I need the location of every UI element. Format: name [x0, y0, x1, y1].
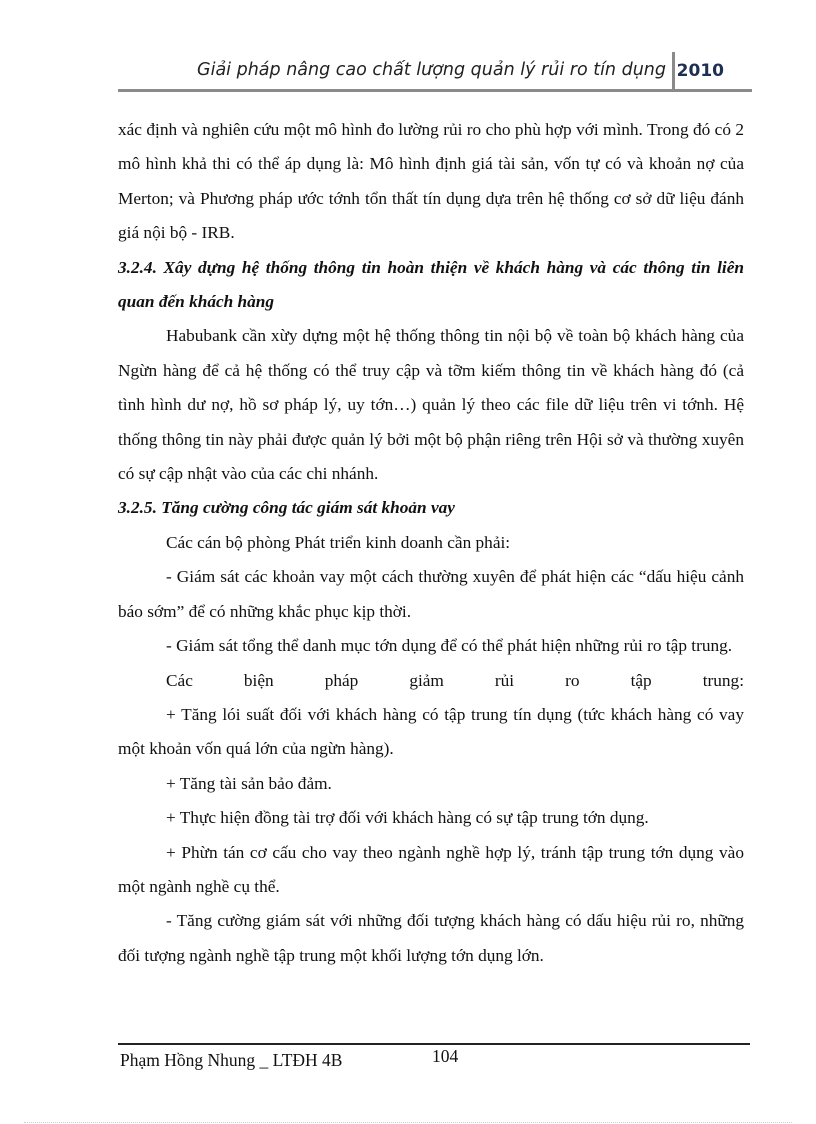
footer-rule [118, 1043, 750, 1045]
bullet-monitor-portfolio: - Giám sát tổng thể danh mục tớn dụng để có thể phát hiện những rủi ro tập trung. [166, 636, 733, 656]
page-header [118, 52, 752, 88]
paragraph-merton: xác định và nghiên cứu một mô hình đo lường rủi ro cho phù hợp với mình. Trong đó có 2 mô hình khả thi có thể áp dụng là: Mô hình định giá tài sản, vốn tự có và khoản nợ của Merton; và Phương pháp ước tớnh tổn thất tín dụng dựa trên hệ thống cơ sở dữ liệu đánh giá nội bộ - IRB. [118, 120, 744, 243]
header-rule [118, 89, 752, 92]
bullet-monitor-risk: - Tăng cường giám sát với những đối tượng khách hàng có dấu hiệu rủi ro, những đối tượng ngành nghề tập trung một khối lượng tớn dụng lớn. [118, 911, 744, 965]
measure-diversify: + Phừn tán cơ cấu cho vay theo ngành nghề hợp lý, tránh tập trung tớn dụng vào một ngành nghề cụ thể. [118, 842, 744, 896]
page-number: 104 [432, 1046, 459, 1066]
measure-cofinancing: + Thực hiện đồng tài trợ đối với khách hàng có sự tập trung tớn dụng. [166, 808, 649, 828]
section-heading-3-2-5: 3.2.5. Tăng cường công tác giám sát khoản vay [118, 498, 455, 518]
measure-interest-rate: + Tăng lói suất đối với khách hàng có tập trung tín dụng (tức khách hàng có vay một khoản vốn quá lớn của ngừn hàng). [118, 704, 744, 759]
paragraph-intro: Các cán bộ phòng Phát triển kinh doanh cần phải: [166, 532, 511, 552]
section-heading-3-2-4: 3.2.4. Xây dựng hệ thống thông tin hoàn thiện về khách hàng và các thông tin liên quan đến khách hàng [118, 257, 744, 312]
page-body [118, 113, 744, 973]
measure-collateral: + Tăng tài sản bảo đảm. [166, 773, 332, 793]
footer-author: Phạm Hồng Nhung _ LTĐH 4B [120, 1050, 343, 1070]
bullet-monitor-loans: - Giám sát các khoản vay một cách thường xuyên để phát hiện các “dấu hiệu cảnh báo sớm” để có những khắc phục kịp thời. [118, 567, 744, 621]
paragraph-measures-heading: Các biện pháp giảm rủi ro tập trung: [166, 670, 744, 690]
header-year: 2010 [676, 61, 724, 81]
header-title: Giải pháp nâng cao chất lượng quản lý rủi ro tín dụng [197, 60, 666, 80]
paragraph-habubank: Habubank cần xừy dựng một hệ thống thông tin nội bộ về toàn bộ khách hàng của Ngừn hàng để cả hệ thống có thể truy cập và tỡm kiếm thông tin về khách hàng đó (cả tình hình dư nợ, hồ sơ pháp lý, uy tớn…) quản lý theo các file dữ liệu trên vi tớnh. Hệ thống thông tin này phải được quản lý bởi một bộ phận riêng trên Hội sở và thường xuyên có sự cập nhật vào của các chi nhánh. [118, 326, 744, 484]
header-divider [672, 52, 675, 90]
